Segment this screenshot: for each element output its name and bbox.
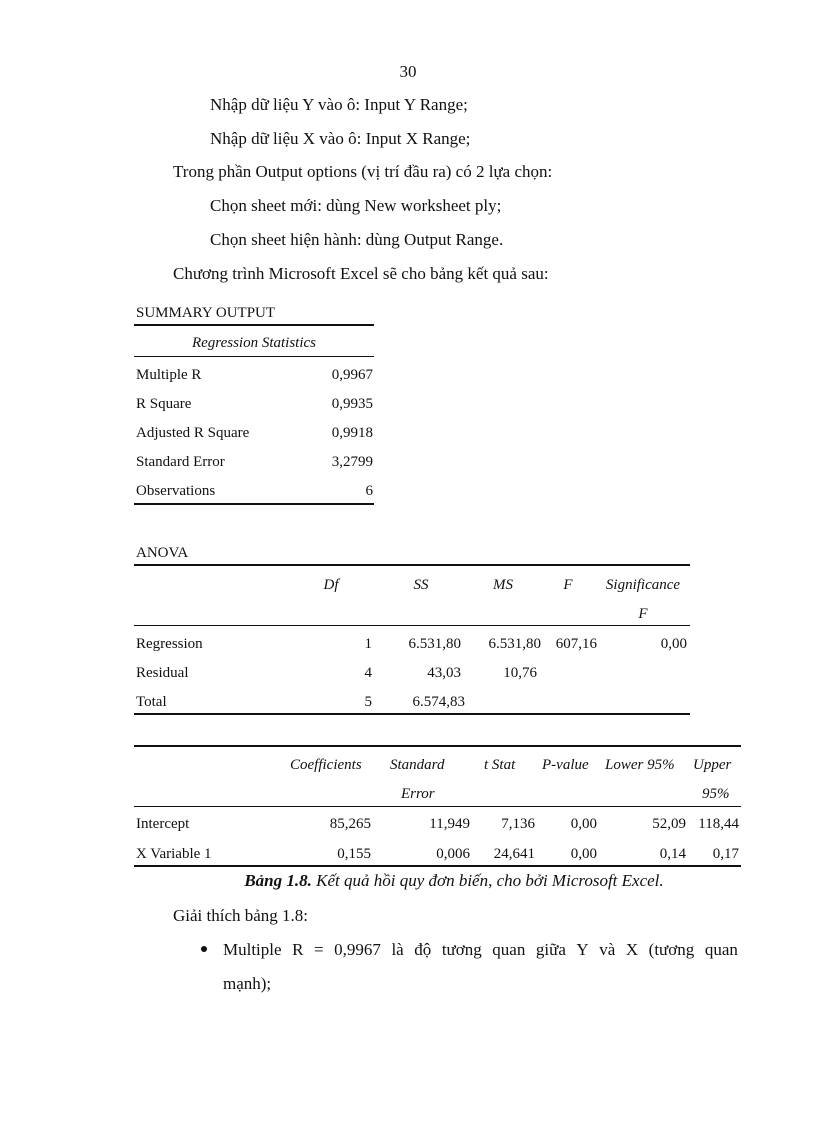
intro-line-2: Nhập dữ liệu X vào ô: Input X Range; xyxy=(210,129,471,148)
anova-cell-df: 5 xyxy=(364,694,372,710)
bullet-word: Y xyxy=(576,940,589,959)
anova-cell-ms: 10,76 xyxy=(503,665,537,681)
anova-cell-ss: 6.531,80 xyxy=(408,636,461,652)
coef-cell-se: 0,006 xyxy=(436,846,470,862)
anova-bottom-rule xyxy=(134,713,690,715)
intro-line-4: Chọn sheet mới: dùng New worksheet ply; xyxy=(210,196,502,215)
coef-row-label: Intercept xyxy=(136,816,190,832)
bullet-word: Multiple xyxy=(223,940,282,959)
anova-header-f: F xyxy=(563,577,573,593)
bullet-word: 0,9967 xyxy=(334,940,381,959)
summary-row-value: 0,9935 xyxy=(331,396,373,412)
bullet-word: tương xyxy=(441,940,482,959)
coef-header-error: Error xyxy=(401,786,435,802)
coef-cell-se: 11,949 xyxy=(429,816,470,832)
bullet-word: quan xyxy=(704,940,738,959)
summary-row-label: Adjusted R Square xyxy=(136,425,250,441)
coef-header-rule xyxy=(134,806,741,807)
bullet-word: = xyxy=(314,940,324,959)
anova-cell-ss: 6.574,83 xyxy=(412,694,465,710)
anova-header-significance: Significance xyxy=(605,577,681,593)
bullet-line-2: mạnh); xyxy=(223,974,272,993)
bullet-word: X xyxy=(625,940,639,959)
summary-row-value: 0,9918 xyxy=(331,425,373,441)
coef-cell-lower: 0,14 xyxy=(659,846,686,862)
anova-title: ANOVA xyxy=(136,545,189,561)
anova-cell-sig: 0,00 xyxy=(660,636,687,652)
coef-cell-lower: 52,09 xyxy=(652,816,686,832)
coef-header-standard: Standard xyxy=(390,757,445,773)
summary-header-rule xyxy=(134,356,374,357)
anova-top-rule xyxy=(134,564,690,566)
intro-line-3: Trong phần Output options (vị trí đầu ra) có 2 lựa chọn: xyxy=(173,162,553,181)
explain-title: Giải thích bảng 1.8: xyxy=(173,906,309,925)
bullet-word: và xyxy=(599,940,616,959)
coef-cell-t: 24,641 xyxy=(493,846,535,862)
coef-top-rule xyxy=(134,745,741,747)
table-caption xyxy=(0,871,816,891)
bullet-word: độ xyxy=(414,940,432,959)
summary-bottom-rule xyxy=(134,503,374,505)
anova-header-ss: SS xyxy=(413,577,429,593)
coef-cell-coef: 85,265 xyxy=(329,816,371,832)
anova-row-label: Regression xyxy=(136,636,203,652)
coef-header-tstat: t Stat xyxy=(484,757,516,773)
coef-row-label: X Variable 1 xyxy=(136,846,212,862)
coef-bottom-rule xyxy=(134,865,741,867)
anova-cell-ss: 43,03 xyxy=(427,665,461,681)
intro-line-1: Nhập dữ liệu Y vào ô: Input Y Range; xyxy=(210,95,468,114)
anova-row-label: Residual xyxy=(136,665,189,681)
coef-header-upper: Upper xyxy=(693,757,732,773)
bullet-icon xyxy=(201,946,207,952)
intro-line-5: Chọn sheet hiện hành: dùng Output Range. xyxy=(210,230,504,249)
summary-row-value: 6 xyxy=(365,483,373,499)
bullet-word: quan xyxy=(492,940,526,959)
summary-row-value: 3,2799 xyxy=(331,454,373,470)
coef-header-upper-95: 95% xyxy=(702,786,730,802)
anova-cell-ms: 6.531,80 xyxy=(488,636,541,652)
caption-text: Kết quả hồi quy đơn biến, cho bởi Microsoft Excel. xyxy=(316,871,664,890)
summary-header: Regression Statistics xyxy=(191,335,317,351)
summary-top-rule xyxy=(134,324,374,326)
summary-row-label: Standard Error xyxy=(136,454,225,470)
bullet-word: giữa xyxy=(535,940,566,959)
bullet-line-1 xyxy=(223,940,738,960)
bullet-word: là xyxy=(391,940,404,959)
coef-cell-coef: 0,155 xyxy=(337,846,371,862)
summary-row-label: R Square xyxy=(136,396,192,412)
anova-cell-df: 1 xyxy=(364,636,372,652)
coef-cell-upper: 118,44 xyxy=(698,816,739,832)
summary-title: SUMMARY OUTPUT xyxy=(136,305,276,321)
anova-header-ms: MS xyxy=(493,577,513,593)
coef-cell-t: 7,136 xyxy=(501,816,535,832)
coef-header-pvalue: P-value xyxy=(542,757,589,773)
summary-row-label: Multiple R xyxy=(136,367,202,383)
intro-line-6: Chương trình Microsoft Excel sẽ cho bảng kết quả sau: xyxy=(173,264,549,283)
anova-header-df: Df xyxy=(323,577,339,593)
summary-row-value: 0,9967 xyxy=(331,367,373,383)
coef-header-coefficients: Coefficients xyxy=(290,757,362,773)
coef-cell-upper: 0,17 xyxy=(712,846,739,862)
anova-header-significance-f: F xyxy=(638,606,648,622)
page-number: 30 xyxy=(399,62,417,81)
coef-cell-p: 0,00 xyxy=(570,816,597,832)
bullet-word: (tương xyxy=(648,940,695,959)
anova-cell-df: 4 xyxy=(364,665,372,681)
anova-cell-f: 607,16 xyxy=(555,636,597,652)
coef-header-lower: Lower 95% xyxy=(605,757,675,773)
caption-label: Bảng 1.8. xyxy=(244,871,312,890)
summary-row-label: Observations xyxy=(136,483,216,499)
anova-row-label: Total xyxy=(136,694,167,710)
anova-header-rule xyxy=(134,625,690,626)
coef-cell-p: 0,00 xyxy=(570,846,597,862)
bullet-word: R xyxy=(292,940,304,959)
